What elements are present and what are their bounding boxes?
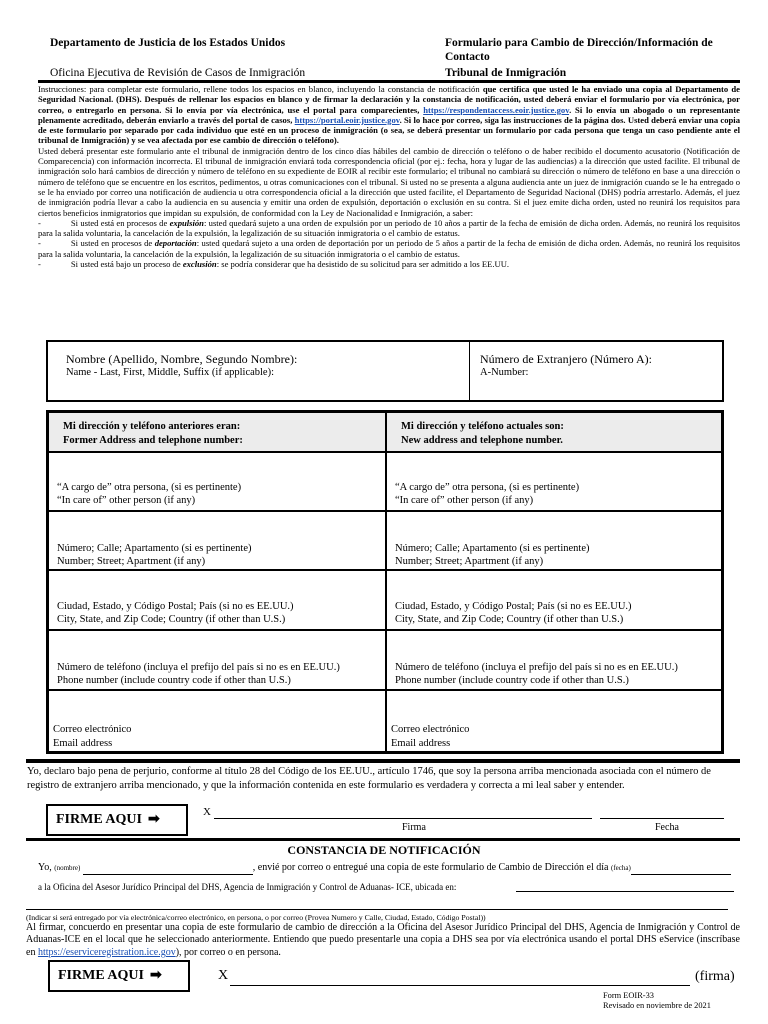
email-label-es: Correo electrónico bbox=[391, 724, 470, 735]
bullet-dash: - bbox=[38, 259, 41, 270]
declaration-text: Yo, declaro bajo pena de perjurio, conforme al título 28 del Código de los EE.UU., artículo 1746, que soy la persona arriba mencionada asociada con el número de registro de extranjero arriba mencionado, y que la información contenida en este formulario es verdadera y correcta a mi leal saber y entender. bbox=[27, 766, 711, 791]
form-title-line1: Formulario para Cambio de Dirección/Información de bbox=[445, 37, 713, 49]
form-title-line2: Contacto bbox=[445, 51, 490, 63]
bullet-emphasis: deportación bbox=[154, 238, 197, 249]
new-email-field[interactable] bbox=[386, 690, 722, 752]
revision-date: Revisado en noviembre de 2021 bbox=[603, 1001, 711, 1010]
bullet-emphasis: expulsión bbox=[169, 217, 204, 228]
firmar-text-a: Al firmar, concuerdo en presentar una copia de este formulario de cambio de dirección a la Oficina del Asesor Jurídico Principal del DHS, Agencia de Inmigración y Control de Aduanas-ICE en el local que he seleccionado anteriormente. Entiendo que puedo presentarle una copia a DHS sea por vía electrónica usando el portal DHS eService (inscríbase en bbox=[26, 922, 740, 958]
in-care-of-label-es: “A cargo de” otra persona, (si es pertinente) bbox=[395, 482, 580, 493]
sign-here-button-notice[interactable] bbox=[48, 960, 190, 992]
instructions-paragraph-2: Usted deberá presentar este formulario ante el tribunal de inmigración dentro de los cinco días hábiles del cambio de dirección o teléfono o de haber recibido el documento acusatorio (Notificación de Comparecencia) con información incorrecta. El tribunal de inmigración enviará toda correspondencia oficial (por ej.: fecha, hora y lugar de las audiencias) a la dirección que usted facilite. El tribunal de inmigración solo hará cambios de dirección y número de teléfono en su expediente de EOIR al recibir este formulario; el tribunal no cambiará su dirección o número de teléfono en base a una dirección o número de teléfono que se encuentre en los escritos, pedimentos, u otras comunicaciones con el tribunal. Si usted no se presenta a alguna audiencia ante un juez de inmigración cuando se le ha entregado o se le ha enviado por correo una notificación de audiencia u otra correspondencia oficial a la dirección que usted facilite, el Departamento de Seguridad Nacional (DHS) podría arrestarlo. Además, el juez de inmigración podría llevar a cabo la audiencia en su ausencia y emitir una orden de expulsión, deportación o exclusión en su contra. Si el juez emite dicha orden, usted no reunirá los requisitos para ciertos beneficios inmigratorios que impidan su expulsión, de conformidad con la Ley de Nacionalidad e Inmigración, a saber: bbox=[38, 145, 740, 218]
firma-parenthesis-label: (firma) bbox=[695, 969, 735, 984]
bullet-text: : se podría considerar que ha desistido de su solicitud para ser admitido a los EE.UU. bbox=[216, 259, 510, 270]
firmar-text-b: ), por correo o en persona. bbox=[175, 946, 281, 958]
city-label-en: City, State, and Zip Code; Country (if other than U.S.) bbox=[395, 614, 624, 625]
nombre-label: (nombre) bbox=[54, 864, 81, 872]
former-address-header bbox=[48, 412, 386, 452]
instructions-text: Instrucciones: para completar este formulario, rellene todos los espacios en blanco, incluyendo la constancia de notificación bbox=[38, 84, 483, 94]
location-line-2[interactable] bbox=[26, 909, 728, 910]
in-care-of-label-en: “In care of” other person (if any) bbox=[57, 495, 196, 506]
notice-rule bbox=[26, 838, 740, 841]
envie-text: , envié por correo o entregué una copia de este formulario de Cambio de Dirección el día bbox=[252, 862, 609, 873]
name-field[interactable] bbox=[66, 352, 461, 392]
city-label-es: Ciudad, Estado, y Código Postal; País (si no es EE.UU.) bbox=[57, 601, 294, 612]
bullet-text: : usted quedará sujeto a una orden de deportación por un periodo de 5 años a partir de la fecha de emisión de dicha orden. Además, no reunirá los requisitos para la salida voluntaria, la cancelación de la expulsión, la legalización de su situación inmigratoria o el cambio de estatus. bbox=[38, 238, 740, 259]
eservice-link[interactable]: https://eserviceregistration.ice.gov bbox=[37, 946, 176, 958]
former-header-en: Former Address and telephone number: bbox=[63, 435, 243, 446]
bullet-text: Si usted está bajo un proceso de bbox=[70, 259, 183, 270]
a-number-label-es: Número de Extranjero (Número A): bbox=[480, 352, 652, 366]
new-phone-field[interactable] bbox=[386, 630, 722, 690]
new-city-field[interactable] bbox=[386, 570, 722, 630]
form-number: Form EOIR-33 bbox=[603, 991, 654, 1000]
email-label-en: Email address bbox=[391, 738, 451, 749]
street-label-en: Number; Street; Apartment (if any) bbox=[57, 556, 206, 567]
in-care-of-label-es: “A cargo de” otra persona, (si es pertinente) bbox=[57, 482, 242, 493]
respondent-portal-link[interactable]: https://respondentaccess.eoir.justice.gov bbox=[423, 104, 570, 115]
firma-label: Firma bbox=[402, 822, 426, 833]
city-label-en: City, State, and Zip Code; Country (if other than U.S.) bbox=[57, 614, 286, 625]
arrow-right-icon: ➡ bbox=[147, 812, 160, 827]
street-label-es: Número; Calle; Apartamento (si es pertinente) bbox=[57, 543, 252, 554]
former-phone-field[interactable] bbox=[48, 630, 386, 690]
street-label-es: Número; Calle; Apartamento (si es pertinente) bbox=[395, 543, 590, 554]
former-city-field[interactable] bbox=[48, 570, 386, 630]
new-street-field[interactable] bbox=[386, 511, 722, 570]
bullet-text: : usted quedará sujeto a una orden de expulsión por un periodo de 10 años a partir de la fecha de emisión de dicha orden. Además, no reunirá los requisitos para la salida voluntaria, la cancelación de la expulsión, la legalización de su situación inmigratoria o el cambio de estatus. bbox=[38, 217, 740, 239]
city-label-es: Ciudad, Estado, y Código Postal; País (si no es EE.UU.) bbox=[395, 601, 632, 612]
phone-label-es: Número de teléfono (incluya el prefijo del país si no es en EE.UU.) bbox=[395, 662, 678, 673]
department-title: Departamento de Justicia de los Estados Unidos bbox=[50, 37, 286, 49]
former-street-field[interactable] bbox=[48, 511, 386, 570]
date-line[interactable] bbox=[600, 818, 724, 819]
declaration-rule bbox=[26, 759, 740, 763]
former-in-care-of-field[interactable] bbox=[48, 452, 386, 511]
name-label-es: Nombre (Apellido, Nombre, Segundo Nombre): bbox=[66, 352, 298, 366]
signature-x-mark: X bbox=[203, 806, 211, 818]
instructions-text-bold: . Si lo envía un abogado o un representante plenamente acreditado, deberán enviarlo a través del portal de casos, bbox=[38, 104, 740, 125]
new-header-es: Mi dirección y teléfono actuales son: bbox=[401, 421, 564, 432]
a-number-field[interactable] bbox=[480, 352, 716, 392]
phone-label-en: Phone number (include country code if other than U.S.) bbox=[395, 675, 629, 686]
bullet-text: Si usted en procesos de bbox=[70, 238, 155, 249]
header-rule bbox=[38, 80, 740, 83]
bullet-deportation bbox=[38, 238, 740, 259]
sign-here-button-declaration[interactable] bbox=[46, 804, 188, 836]
fecha-label: Fecha bbox=[655, 822, 679, 833]
notice-title: CONSTANCIA DE NOTIFICACIÓN bbox=[287, 843, 481, 857]
office-subtitle: Oficina Ejecutiva de Revisión de Casos de Inmigración bbox=[50, 67, 306, 79]
email-label-en: Email address bbox=[53, 738, 113, 749]
phone-label-es: Número de teléfono (incluya el prefijo del país si no es en EE.UU.) bbox=[57, 662, 340, 673]
notice-line-1 bbox=[38, 862, 738, 875]
bullet-dash: - bbox=[38, 217, 41, 228]
street-label-en: Number; Street; Apartment (if any) bbox=[395, 556, 544, 567]
bullet-expulsion bbox=[38, 218, 740, 239]
in-care-of-label-en: “In care of” other person (if any) bbox=[395, 495, 534, 506]
signature-x-mark: X bbox=[218, 968, 229, 983]
notice-signature-line[interactable] bbox=[230, 985, 690, 986]
name-anumber-box bbox=[46, 340, 724, 402]
new-address-header bbox=[386, 412, 722, 452]
instructions-text-bold: que certifica que usted le ha enviado una copia al Departamento de Seguridad Nacional. (DHS). Después de rellenar los espacios en blanco y de firmar la declaración y la constancia de notificación, usted deberá enviar el formulario por vía electrónica, por correo, o entregarlo en persona. Si lo envía por vía electrónica, use el portal para comparecientes, bbox=[38, 84, 740, 115]
new-in-care-of-field[interactable] bbox=[386, 452, 722, 511]
bullet-emphasis: exclusión bbox=[182, 259, 217, 270]
case-portal-link[interactable]: https://portal.eoir.justice.gov bbox=[294, 114, 400, 125]
yo-label: Yo, bbox=[38, 862, 52, 873]
new-header-en: New address and telephone number. bbox=[401, 435, 563, 446]
date-served-line[interactable] bbox=[631, 862, 731, 875]
name-line[interactable] bbox=[83, 862, 253, 875]
bullet-exclusion bbox=[38, 259, 740, 269]
signature-line[interactable] bbox=[214, 818, 592, 819]
a-number-label-en: A-Number: bbox=[480, 367, 529, 378]
fecha-small-label: (fecha) bbox=[610, 864, 631, 872]
instructions-block bbox=[38, 84, 740, 269]
instructions-paragraph-1 bbox=[38, 84, 740, 146]
sign-here-label: FIRME AQUI bbox=[58, 968, 144, 983]
name-label-en: Name - Last, First, Middle, Suffix (if applicable): bbox=[66, 367, 275, 378]
court-subtitle: Tribunal de Inmigración bbox=[445, 67, 567, 79]
bullet-text: Si usted está en procesos de bbox=[70, 217, 170, 228]
oficina-text: a la Oficina del Asesor Jurídico Principal del DHS, Agencia de Inmigración y Control de Aduanas- ICE, ubicada en: bbox=[38, 882, 457, 892]
sign-here-label: FIRME AQUI bbox=[56, 812, 142, 827]
phone-label-en: Phone number (include country code if other than U.S.) bbox=[57, 675, 291, 686]
indicar-text: (Indicar si será entregado por vía electrónica/correo electrónico, en persona, o por correo (Provea Numero y Calle, Ciudad, Estado, Código Postal)) bbox=[26, 913, 486, 922]
former-header-es: Mi dirección y teléfono anteriores eran: bbox=[63, 421, 241, 432]
location-line-1[interactable] bbox=[516, 891, 734, 892]
bullet-dash: - bbox=[38, 238, 41, 249]
former-email-field[interactable] bbox=[48, 690, 386, 752]
instructions-text-bold: . Si lo hace por correo, siga las instrucciones de la página dos. Usted deberá enviar una copia de este formulario por separado por cada individuo que esté en un proceso de inmigración (o sea, se deberá presentar un formulario por cada persona que tenga un caso pendiente ante el tribunal de Inmigración) y se vea afectada por ese cambio de dirección o teléfono). bbox=[38, 114, 740, 146]
firmar-text bbox=[26, 922, 740, 959]
arrow-right-icon: ➡ bbox=[149, 968, 162, 983]
email-label-es: Correo electrónico bbox=[53, 724, 132, 735]
name-box-divider bbox=[469, 342, 470, 400]
